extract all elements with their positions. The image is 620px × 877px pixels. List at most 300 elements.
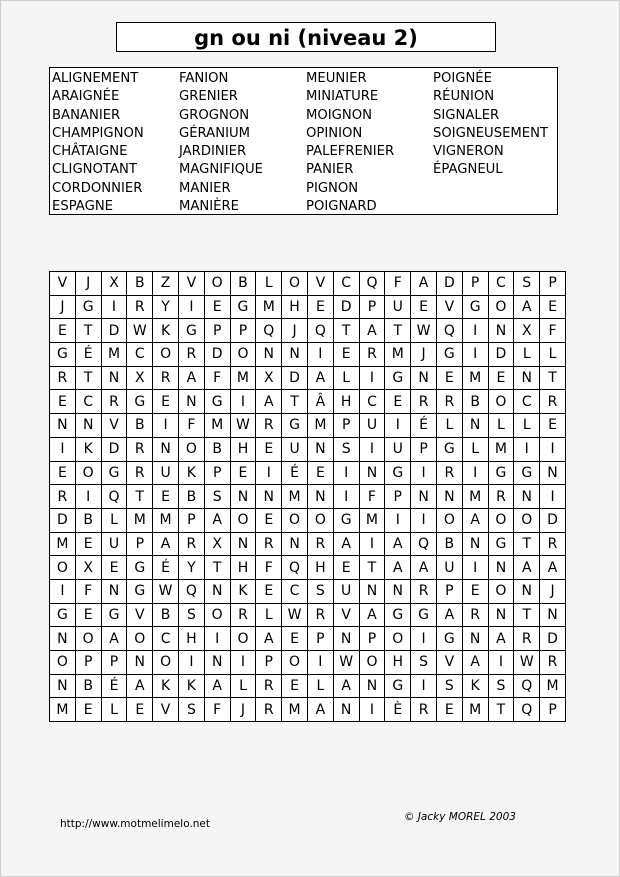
grid-cell[interactable]: N xyxy=(333,627,359,651)
grid-cell[interactable]: A xyxy=(153,532,179,556)
grid-cell[interactable]: R xyxy=(256,674,282,698)
grid-cell[interactable]: P xyxy=(178,508,204,532)
grid-cell[interactable]: D xyxy=(101,437,127,461)
grid-cell[interactable]: R xyxy=(178,343,204,367)
grid-cell[interactable]: E xyxy=(75,532,101,556)
grid-cell[interactable]: W xyxy=(514,651,540,675)
grid-cell[interactable]: S xyxy=(333,437,359,461)
grid-cell[interactable]: N xyxy=(514,485,540,509)
grid-cell[interactable]: F xyxy=(385,272,411,296)
grid-cell[interactable]: G xyxy=(204,390,230,414)
grid-cell[interactable]: N xyxy=(462,532,488,556)
grid-cell[interactable]: N xyxy=(359,579,385,603)
grid-cell[interactable]: D xyxy=(282,366,308,390)
grid-cell[interactable]: Â xyxy=(307,390,333,414)
grid-cell[interactable]: A xyxy=(359,319,385,343)
grid-cell[interactable]: F xyxy=(75,579,101,603)
grid-cell[interactable]: X xyxy=(204,532,230,556)
grid-cell[interactable]: K xyxy=(178,461,204,485)
grid-cell[interactable]: P xyxy=(204,461,230,485)
grid-cell[interactable]: J xyxy=(282,319,308,343)
grid-cell[interactable]: O xyxy=(385,627,411,651)
grid-cell[interactable]: A xyxy=(385,532,411,556)
grid-cell[interactable]: L xyxy=(333,366,359,390)
grid-cell[interactable]: M xyxy=(282,698,308,722)
grid-cell[interactable]: V xyxy=(307,272,333,296)
grid-cell[interactable]: I xyxy=(462,319,488,343)
grid-cell[interactable]: P xyxy=(75,651,101,675)
grid-cell[interactable]: A xyxy=(101,627,127,651)
grid-cell[interactable]: O xyxy=(204,272,230,296)
grid-cell[interactable]: E xyxy=(256,579,282,603)
grid-cell[interactable]: E xyxy=(127,698,153,722)
grid-cell[interactable]: I xyxy=(411,461,437,485)
grid-cell[interactable]: S xyxy=(307,579,333,603)
grid-cell[interactable]: N xyxy=(488,556,514,580)
grid-cell[interactable]: P xyxy=(385,485,411,509)
grid-cell[interactable]: N xyxy=(307,485,333,509)
grid-cell[interactable]: L xyxy=(514,414,540,438)
grid-cell[interactable]: R xyxy=(436,461,462,485)
grid-cell[interactable]: Q xyxy=(178,579,204,603)
grid-cell[interactable]: I xyxy=(50,579,76,603)
grid-cell[interactable]: P xyxy=(462,272,488,296)
grid-cell[interactable]: D xyxy=(540,508,566,532)
grid-cell[interactable]: T xyxy=(488,698,514,722)
grid-cell[interactable]: R xyxy=(462,603,488,627)
grid-cell[interactable]: T xyxy=(514,603,540,627)
grid-cell[interactable]: Y xyxy=(178,556,204,580)
grid-cell[interactable]: E xyxy=(50,390,76,414)
grid-cell[interactable]: H xyxy=(230,556,256,580)
grid-cell[interactable]: H xyxy=(282,295,308,319)
grid-cell[interactable]: G xyxy=(411,603,437,627)
grid-cell[interactable]: I xyxy=(153,414,179,438)
grid-cell[interactable]: Q xyxy=(282,556,308,580)
grid-cell[interactable]: O xyxy=(153,343,179,367)
grid-cell[interactable]: A xyxy=(436,603,462,627)
grid-cell[interactable]: É xyxy=(101,674,127,698)
grid-cell[interactable]: A xyxy=(385,556,411,580)
grid-cell[interactable]: M xyxy=(101,343,127,367)
grid-cell[interactable]: R xyxy=(359,343,385,367)
grid-cell[interactable]: L xyxy=(256,272,282,296)
grid-cell[interactable]: P xyxy=(230,319,256,343)
grid-cell[interactable]: I xyxy=(540,437,566,461)
grid-cell[interactable]: A xyxy=(204,508,230,532)
grid-cell[interactable]: G xyxy=(436,343,462,367)
grid-cell[interactable]: N xyxy=(230,532,256,556)
grid-cell[interactable]: L xyxy=(307,674,333,698)
grid-cell[interactable]: U xyxy=(385,437,411,461)
grid-cell[interactable]: U xyxy=(333,579,359,603)
grid-cell[interactable]: V xyxy=(50,272,76,296)
grid-cell[interactable]: E xyxy=(75,603,101,627)
grid-cell[interactable]: É xyxy=(75,343,101,367)
grid-cell[interactable]: O xyxy=(488,579,514,603)
grid-cell[interactable]: U xyxy=(282,437,308,461)
grid-cell[interactable]: M xyxy=(127,508,153,532)
grid-cell[interactable]: N xyxy=(230,485,256,509)
grid-cell[interactable]: N xyxy=(153,437,179,461)
grid-cell[interactable]: G xyxy=(385,366,411,390)
grid-cell[interactable]: N xyxy=(411,485,437,509)
grid-cell[interactable]: N xyxy=(514,366,540,390)
grid-cell[interactable]: A xyxy=(127,674,153,698)
grid-cell[interactable]: K xyxy=(230,579,256,603)
grid-cell[interactable]: I xyxy=(359,437,385,461)
grid-cell[interactable]: E xyxy=(282,674,308,698)
grid-cell[interactable]: I xyxy=(307,651,333,675)
grid-cell[interactable]: W xyxy=(230,414,256,438)
grid-cell[interactable]: L xyxy=(230,674,256,698)
grid-cell[interactable]: N xyxy=(333,698,359,722)
grid-cell[interactable]: L xyxy=(256,603,282,627)
grid-cell[interactable]: R xyxy=(436,390,462,414)
grid-cell[interactable]: G xyxy=(514,461,540,485)
grid-cell[interactable]: I xyxy=(101,295,127,319)
grid-cell[interactable]: C xyxy=(75,390,101,414)
grid-cell[interactable]: X xyxy=(127,366,153,390)
grid-cell[interactable]: G xyxy=(488,461,514,485)
grid-cell[interactable]: I xyxy=(488,651,514,675)
grid-cell[interactable]: E xyxy=(333,343,359,367)
grid-cell[interactable]: R xyxy=(256,414,282,438)
grid-cell[interactable]: X xyxy=(256,366,282,390)
grid-cell[interactable]: H xyxy=(307,556,333,580)
grid-cell[interactable]: I xyxy=(307,343,333,367)
grid-cell[interactable]: C xyxy=(282,579,308,603)
grid-cell[interactable]: E xyxy=(411,295,437,319)
grid-cell[interactable]: K xyxy=(178,674,204,698)
grid-cell[interactable]: H xyxy=(230,437,256,461)
grid-cell[interactable]: G xyxy=(127,556,153,580)
grid-cell[interactable]: I xyxy=(333,461,359,485)
grid-cell[interactable]: P xyxy=(436,579,462,603)
grid-cell[interactable]: G xyxy=(436,437,462,461)
grid-cell[interactable]: V xyxy=(153,698,179,722)
grid-cell[interactable]: R xyxy=(256,532,282,556)
grid-cell[interactable]: B xyxy=(462,390,488,414)
grid-cell[interactable]: O xyxy=(230,627,256,651)
grid-cell[interactable]: N xyxy=(307,437,333,461)
grid-cell[interactable]: M xyxy=(307,414,333,438)
grid-cell[interactable]: N xyxy=(101,579,127,603)
grid-cell[interactable]: K xyxy=(462,674,488,698)
grid-cell[interactable]: R xyxy=(488,485,514,509)
grid-cell[interactable]: I xyxy=(411,508,437,532)
grid-cell[interactable]: M xyxy=(230,366,256,390)
grid-cell[interactable]: E xyxy=(50,461,76,485)
grid-cell[interactable]: I xyxy=(359,366,385,390)
grid-cell[interactable]: O xyxy=(153,651,179,675)
grid-cell[interactable]: S xyxy=(488,674,514,698)
grid-cell[interactable]: N xyxy=(282,532,308,556)
grid-cell[interactable]: G xyxy=(127,390,153,414)
grid-cell[interactable]: N xyxy=(385,579,411,603)
grid-cell[interactable]: E xyxy=(333,556,359,580)
grid-cell[interactable]: É xyxy=(411,414,437,438)
grid-cell[interactable]: N xyxy=(50,674,76,698)
grid-cell[interactable]: E xyxy=(50,319,76,343)
grid-cell[interactable]: N xyxy=(204,651,230,675)
grid-cell[interactable]: E xyxy=(307,461,333,485)
grid-cell[interactable]: E xyxy=(436,698,462,722)
grid-cell[interactable]: Q xyxy=(514,698,540,722)
grid-cell[interactable]: S xyxy=(514,272,540,296)
grid-cell[interactable]: G xyxy=(50,343,76,367)
grid-cell[interactable]: G xyxy=(101,603,127,627)
grid-cell[interactable]: È xyxy=(385,698,411,722)
grid-cell[interactable]: E xyxy=(488,366,514,390)
grid-cell[interactable]: D xyxy=(436,272,462,296)
grid-cell[interactable]: T xyxy=(75,366,101,390)
grid-cell[interactable]: A xyxy=(256,627,282,651)
grid-cell[interactable]: R xyxy=(230,603,256,627)
grid-cell[interactable]: I xyxy=(462,461,488,485)
grid-cell[interactable]: M xyxy=(540,674,566,698)
grid-cell[interactable]: G xyxy=(75,295,101,319)
grid-cell[interactable]: N xyxy=(256,485,282,509)
grid-cell[interactable]: I xyxy=(333,485,359,509)
grid-cell[interactable]: Q xyxy=(101,485,127,509)
grid-cell[interactable]: C xyxy=(333,272,359,296)
grid-cell[interactable]: N xyxy=(282,343,308,367)
grid-cell[interactable]: É xyxy=(282,461,308,485)
grid-cell[interactable]: D xyxy=(540,627,566,651)
grid-cell[interactable]: L xyxy=(101,698,127,722)
grid-cell[interactable]: G xyxy=(127,579,153,603)
grid-cell[interactable]: U xyxy=(101,532,127,556)
grid-cell[interactable]: O xyxy=(282,508,308,532)
grid-cell[interactable]: G xyxy=(282,414,308,438)
grid-cell[interactable]: W xyxy=(282,603,308,627)
grid-cell[interactable]: A xyxy=(178,366,204,390)
grid-cell[interactable]: M xyxy=(462,485,488,509)
grid-cell[interactable]: A xyxy=(514,556,540,580)
grid-cell[interactable]: C xyxy=(127,343,153,367)
grid-cell[interactable]: Q xyxy=(436,319,462,343)
grid-cell[interactable]: R xyxy=(127,461,153,485)
grid-cell[interactable]: V xyxy=(127,603,153,627)
grid-cell[interactable]: I xyxy=(514,437,540,461)
grid-cell[interactable]: J xyxy=(75,272,101,296)
grid-cell[interactable]: W xyxy=(411,319,437,343)
grid-cell[interactable]: H xyxy=(178,627,204,651)
grid-cell[interactable]: I xyxy=(411,674,437,698)
grid-cell[interactable]: E xyxy=(153,390,179,414)
grid-cell[interactable]: P xyxy=(101,651,127,675)
grid-cell[interactable]: P xyxy=(333,414,359,438)
grid-cell[interactable]: A xyxy=(204,674,230,698)
grid-cell[interactable]: Q xyxy=(256,319,282,343)
grid-cell[interactable]: A xyxy=(307,366,333,390)
grid-cell[interactable]: M xyxy=(359,508,385,532)
grid-cell[interactable]: U xyxy=(385,295,411,319)
grid-cell[interactable]: O xyxy=(514,508,540,532)
grid-cell[interactable]: E xyxy=(256,437,282,461)
grid-cell[interactable]: M xyxy=(50,532,76,556)
grid-cell[interactable]: E xyxy=(204,295,230,319)
grid-cell[interactable]: D xyxy=(333,295,359,319)
grid-cell[interactable]: I xyxy=(385,508,411,532)
grid-cell[interactable]: N xyxy=(127,651,153,675)
grid-cell[interactable]: B xyxy=(178,485,204,509)
grid-cell[interactable]: S xyxy=(411,651,437,675)
grid-cell[interactable]: T xyxy=(359,556,385,580)
grid-cell[interactable]: L xyxy=(462,437,488,461)
grid-cell[interactable]: O xyxy=(230,508,256,532)
grid-cell[interactable]: R xyxy=(307,603,333,627)
grid-cell[interactable]: I xyxy=(411,627,437,651)
grid-cell[interactable]: M xyxy=(50,698,76,722)
grid-cell[interactable]: O xyxy=(359,651,385,675)
grid-cell[interactable]: H xyxy=(385,651,411,675)
grid-cell[interactable]: G xyxy=(50,603,76,627)
grid-cell[interactable]: O xyxy=(75,461,101,485)
grid-cell[interactable]: A xyxy=(359,603,385,627)
grid-cell[interactable]: I xyxy=(50,437,76,461)
grid-cell[interactable]: O xyxy=(488,390,514,414)
grid-cell[interactable]: R xyxy=(514,627,540,651)
grid-cell[interactable]: R xyxy=(256,698,282,722)
grid-cell[interactable]: O xyxy=(488,508,514,532)
grid-cell[interactable]: M xyxy=(462,366,488,390)
grid-cell[interactable]: O xyxy=(282,272,308,296)
grid-cell[interactable]: O xyxy=(178,437,204,461)
grid-cell[interactable]: J xyxy=(540,579,566,603)
grid-cell[interactable]: A xyxy=(411,272,437,296)
grid-cell[interactable]: N xyxy=(514,579,540,603)
grid-cell[interactable]: E xyxy=(307,295,333,319)
grid-cell[interactable]: E xyxy=(462,579,488,603)
grid-cell[interactable]: B xyxy=(75,674,101,698)
grid-cell[interactable]: I xyxy=(204,627,230,651)
grid-cell[interactable]: C xyxy=(488,272,514,296)
grid-cell[interactable]: N xyxy=(359,461,385,485)
grid-cell[interactable]: M xyxy=(488,437,514,461)
grid-cell[interactable]: V xyxy=(178,272,204,296)
grid-cell[interactable]: A xyxy=(411,556,437,580)
grid-cell[interactable]: L xyxy=(436,414,462,438)
grid-cell[interactable]: O xyxy=(436,508,462,532)
grid-cell[interactable]: P xyxy=(540,272,566,296)
grid-cell[interactable]: C xyxy=(153,627,179,651)
grid-cell[interactable]: O xyxy=(127,627,153,651)
grid-cell[interactable]: J xyxy=(230,698,256,722)
grid-cell[interactable]: A xyxy=(256,390,282,414)
grid-cell[interactable]: I xyxy=(462,343,488,367)
grid-cell[interactable]: I xyxy=(540,485,566,509)
grid-cell[interactable]: I xyxy=(75,485,101,509)
grid-cell[interactable]: E xyxy=(153,485,179,509)
grid-cell[interactable]: Q xyxy=(411,532,437,556)
grid-cell[interactable]: G xyxy=(462,295,488,319)
grid-cell[interactable]: E xyxy=(436,366,462,390)
grid-cell[interactable]: E xyxy=(385,390,411,414)
grid-cell[interactable]: Z xyxy=(153,272,179,296)
grid-cell[interactable]: R xyxy=(411,579,437,603)
grid-cell[interactable]: V xyxy=(436,295,462,319)
grid-cell[interactable]: O xyxy=(307,508,333,532)
grid-cell[interactable]: P xyxy=(359,295,385,319)
grid-cell[interactable]: I xyxy=(230,651,256,675)
grid-cell[interactable]: N xyxy=(488,319,514,343)
grid-cell[interactable]: A xyxy=(462,651,488,675)
grid-cell[interactable]: R xyxy=(178,532,204,556)
grid-cell[interactable]: G xyxy=(385,461,411,485)
grid-cell[interactable]: B xyxy=(75,508,101,532)
grid-cell[interactable]: A xyxy=(462,508,488,532)
grid-cell[interactable]: R xyxy=(540,532,566,556)
grid-cell[interactable]: B xyxy=(153,603,179,627)
grid-cell[interactable]: R xyxy=(540,651,566,675)
grid-cell[interactable]: N xyxy=(75,414,101,438)
grid-cell[interactable]: T xyxy=(385,319,411,343)
grid-cell[interactable]: G xyxy=(333,508,359,532)
grid-cell[interactable]: T xyxy=(333,319,359,343)
grid-cell[interactable]: O xyxy=(488,295,514,319)
grid-cell[interactable]: G xyxy=(385,674,411,698)
grid-cell[interactable]: C xyxy=(514,390,540,414)
grid-cell[interactable]: T xyxy=(127,485,153,509)
grid-cell[interactable]: I xyxy=(256,461,282,485)
grid-cell[interactable]: G xyxy=(385,603,411,627)
grid-cell[interactable]: N xyxy=(488,603,514,627)
grid-cell[interactable]: D xyxy=(204,343,230,367)
grid-cell[interactable]: T xyxy=(514,532,540,556)
grid-cell[interactable]: B xyxy=(230,272,256,296)
grid-cell[interactable]: L xyxy=(540,343,566,367)
grid-cell[interactable]: F xyxy=(540,319,566,343)
grid-cell[interactable]: I xyxy=(178,295,204,319)
grid-cell[interactable]: Q xyxy=(307,319,333,343)
grid-cell[interactable]: S xyxy=(204,485,230,509)
grid-cell[interactable]: A xyxy=(514,295,540,319)
grid-cell[interactable]: B xyxy=(127,272,153,296)
grid-cell[interactable]: Q xyxy=(514,674,540,698)
grid-cell[interactable]: V xyxy=(333,603,359,627)
grid-cell[interactable]: E xyxy=(540,295,566,319)
grid-cell[interactable]: G xyxy=(488,532,514,556)
grid-cell[interactable]: R xyxy=(307,532,333,556)
grid-cell[interactable]: S xyxy=(178,603,204,627)
grid-cell[interactable]: N xyxy=(540,461,566,485)
grid-cell[interactable]: W xyxy=(153,579,179,603)
grid-cell[interactable]: D xyxy=(488,343,514,367)
grid-cell[interactable]: N xyxy=(462,414,488,438)
grid-cell[interactable]: P xyxy=(256,651,282,675)
grid-cell[interactable]: R xyxy=(50,485,76,509)
grid-cell[interactable]: T xyxy=(282,390,308,414)
grid-cell[interactable]: N xyxy=(178,390,204,414)
grid-cell[interactable]: U xyxy=(436,556,462,580)
grid-cell[interactable]: L xyxy=(488,414,514,438)
grid-cell[interactable]: B xyxy=(436,532,462,556)
grid-cell[interactable]: M xyxy=(256,295,282,319)
grid-cell[interactable]: M xyxy=(462,698,488,722)
grid-cell[interactable]: V xyxy=(436,651,462,675)
grid-cell[interactable]: V xyxy=(101,414,127,438)
grid-cell[interactable]: R xyxy=(411,698,437,722)
grid-cell[interactable]: P xyxy=(204,319,230,343)
grid-cell[interactable]: R xyxy=(153,366,179,390)
grid-cell[interactable]: I xyxy=(385,414,411,438)
grid-cell[interactable]: M xyxy=(153,508,179,532)
grid-cell[interactable]: E xyxy=(540,414,566,438)
grid-cell[interactable]: A xyxy=(488,627,514,651)
grid-cell[interactable]: A xyxy=(307,698,333,722)
